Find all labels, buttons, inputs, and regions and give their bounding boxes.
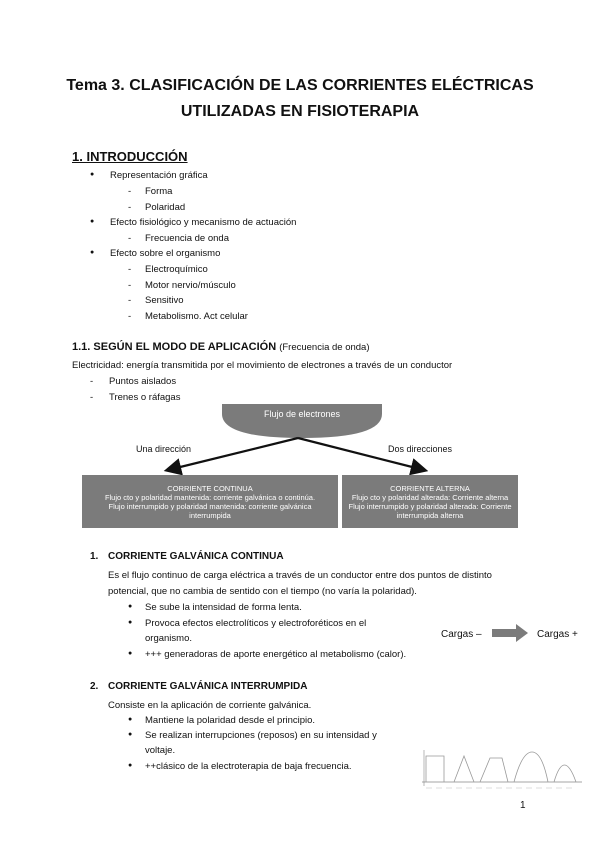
document-title-line1: Tema 3. CLASIFICACIÓN DE LAS CORRIENTES ELÉCTRICAS (66, 77, 534, 94)
section-1-number: 1. (90, 551, 99, 562)
continuous-box-line-2: Flujo cto y polaridad mantenida: corriente galvánica o continúa. (104, 493, 316, 502)
section-1-para-2: potencial, que no cambia de sentido con el tiempo (no varía la polaridad). (108, 586, 417, 597)
section-1-bullet-2: Provoca efectos electrolíticos y electroforéticos en el (145, 618, 367, 629)
dash-icon: - (128, 202, 132, 213)
bullet-icon: ● (90, 171, 95, 178)
bullet-icon: ● (128, 762, 133, 769)
dash-icon: - (128, 233, 132, 244)
bullet-icon: ● (128, 731, 133, 738)
intro-sub-forma: Forma (145, 186, 173, 197)
right-arrow-icon (490, 623, 530, 643)
section-1-para-1: Es el flujo continuo de carga eléctrica a través de un conductor entre dos puntos de distinto (108, 570, 492, 581)
section-1-1-title: 1.1. SEGÚN EL MODO DE APLICACIÓN (72, 341, 277, 353)
alternating-box-line-1: CORRIENTE ALTERNA (390, 484, 470, 493)
dash-icon: - (128, 264, 132, 275)
two-directions-label: Dos direcciones (388, 444, 453, 454)
dash-icon: - (128, 280, 132, 291)
intro-sub-electroquimico: Electroquímico (145, 264, 208, 275)
intro-sub-metabolismo: Metabolismo. Act celular (145, 311, 248, 322)
intro-sub-sensitivo: Sensitivo (145, 295, 184, 306)
alternating-current-box (342, 475, 518, 528)
continuous-current-box (82, 475, 338, 528)
section-2-bullet-3: ++clásico de la electroterapia de baja frecuencia. (145, 761, 352, 772)
section-2-heading: CORRIENTE GALVÁNICA INTERRUMPIDA (108, 681, 308, 692)
section-1-bullet-3: +++ generadoras de aporte energético al metabolismo (calor). (145, 649, 407, 660)
section-1-bullet-2-cont: organismo. (145, 633, 192, 644)
bullet-icon: ● (128, 650, 133, 657)
section-1-bullet-1: Se sube la intensidad de forma lenta. (145, 602, 302, 613)
alternating-box-line-4: interrumpida alterna (396, 511, 464, 520)
section-2-bullet-1: Mantiene la polaridad desde el principio. (145, 715, 316, 726)
bullet-icon: ● (90, 218, 95, 225)
section-2-number: 2. (90, 681, 99, 692)
section-2-bullet-2-cont: voltaje. (145, 745, 176, 756)
document-title-line2: UTILIZADAS EN FISIOTERAPIA (180, 103, 420, 120)
bullet-icon: ● (90, 249, 95, 256)
one-direction-label: Una dirección (136, 444, 192, 454)
intro-sub-frecuencia: Frecuencia de onda (145, 233, 229, 244)
intro-item-3: Efecto sobre el organismo (110, 248, 221, 259)
section-1-heading: CORRIENTE GALVÁNICA CONTINUA (108, 551, 284, 562)
charges-negative-label: Cargas – (441, 629, 482, 640)
flow-label: Flujo de electrones (263, 409, 341, 419)
section-2-bullet-2: Se realizan interrupciones (reposos) en su intensidad y (145, 730, 377, 741)
section-2-intro: Consiste en la aplicación de corriente galvánica. (108, 700, 312, 711)
dash-icon: - (90, 376, 94, 387)
intro-item-1: Representación gráfica (110, 170, 208, 181)
continuous-box-line-4: interrumpida (189, 511, 231, 520)
electricity-definition: Electricidad: energía transmitida por el movimiento de electrones a través de un conductor (72, 360, 453, 371)
bullet-icon: ● (128, 603, 133, 610)
continuous-box-line-3: Flujo interrumpido y polaridad mantenida: corriente galvánica (108, 502, 312, 511)
application-item-1: Puntos aislados (109, 376, 177, 387)
interrupted-current-waveform (418, 744, 584, 792)
alternating-box-line-2: Flujo cto y polaridad alterada: Corriente alterna (351, 493, 509, 502)
bullet-icon: ● (128, 619, 133, 626)
arrow-left (168, 438, 298, 470)
dash-icon: - (128, 311, 132, 322)
bullet-icon: ● (128, 716, 133, 723)
application-item-2: Trenes o ráfagas (109, 392, 181, 403)
alternating-box-line-3: Flujo interrumpido y polaridad alterada: Corriente (348, 502, 512, 511)
intro-item-2: Efecto fisiológico y mecanismo de actuación (110, 217, 297, 228)
charges-positive-label: Cargas + (537, 629, 578, 640)
section-1-1-subtitle: (Frecuencia de onda) (279, 342, 370, 353)
intro-heading: 1. INTRODUCCIÓN (72, 149, 188, 164)
arrow-right (298, 438, 424, 470)
intro-sub-polaridad: Polaridad (145, 202, 186, 213)
page-number: 1 (520, 800, 526, 811)
dash-icon: - (128, 295, 132, 306)
dash-icon: - (90, 392, 94, 403)
intro-sub-motor: Motor nervio/músculo (145, 280, 236, 291)
dash-icon: - (128, 186, 132, 197)
continuous-box-line-1: CORRIENTE CONTINUA (167, 484, 253, 493)
